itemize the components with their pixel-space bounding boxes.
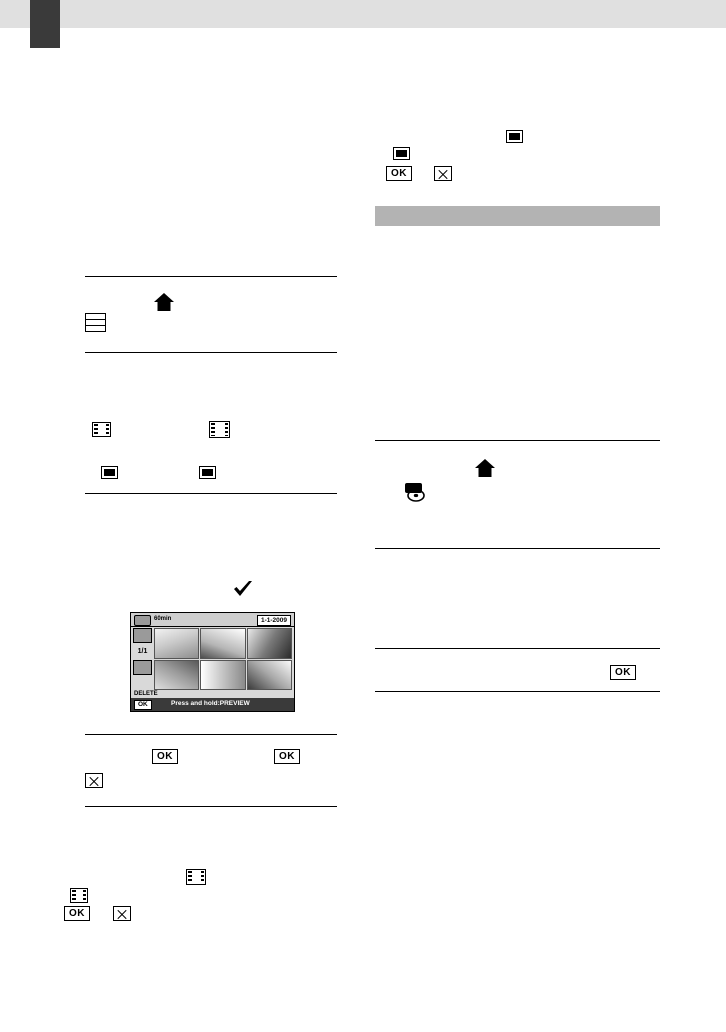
left-section-1 [85, 276, 337, 277]
right-section-3-end [375, 691, 660, 692]
lcd-status-bar [131, 613, 294, 627]
divider-rule [375, 691, 660, 692]
lcd-thumbnail[interactable] [154, 628, 199, 659]
check-mark-left [233, 580, 251, 603]
left-section-2-end [85, 493, 337, 494]
film-strip-icon [92, 422, 111, 437]
photo-rect-icon [101, 466, 118, 479]
disc-media-icon [404, 482, 428, 500]
close-button-left-b[interactable] [113, 905, 131, 923]
photo-icon-left-a [101, 466, 118, 484]
left-section-3-start [85, 734, 337, 735]
lcd-thumbnail[interactable] [247, 660, 292, 691]
photo-rect-icon [199, 466, 216, 479]
divider-rule [85, 352, 337, 353]
lcd-thumbnail[interactable] [200, 628, 245, 659]
movie-icon-left-a [92, 422, 111, 442]
film-strip-icon [186, 869, 206, 885]
ok-button-right-b[interactable] [610, 664, 636, 682]
ok-button[interactable]: OK [274, 749, 300, 764]
home-icon [474, 458, 492, 474]
check-mark-icon [233, 580, 251, 598]
ok-button[interactable]: OK [610, 665, 636, 680]
disc-icon-right [404, 482, 428, 507]
lcd-thumbnail[interactable] [200, 660, 245, 691]
movie-icon-left-c [186, 869, 206, 890]
lcd-ok-button[interactable]: OK [134, 700, 152, 710]
close-x-button[interactable] [434, 166, 452, 181]
divider-rule [85, 493, 337, 494]
divider-rule [375, 548, 660, 549]
lcd-thumbnail[interactable] [247, 628, 292, 659]
home-icon-left [153, 291, 171, 309]
page-header-tab-marker [30, 0, 60, 48]
ok-button[interactable]: OK [64, 906, 90, 921]
divider-rule [85, 806, 337, 807]
photo-icon-left-b [199, 466, 216, 484]
lcd-side-controls [133, 628, 152, 678]
ok-button[interactable]: OK [386, 166, 412, 181]
divider-rule [375, 648, 660, 649]
lcd-back-button[interactable] [134, 615, 151, 626]
ok-button-left-c[interactable] [64, 905, 90, 923]
section-header-bar [375, 206, 660, 226]
photo-rect-icon [506, 130, 523, 143]
close-button-right-a[interactable] [434, 165, 452, 183]
home-icon-right [474, 457, 492, 475]
lcd-bottom-bar [131, 698, 294, 711]
lcd-side-button-bottom[interactable] [133, 660, 152, 675]
photo-icon-right-b [393, 147, 410, 165]
close-x-button[interactable] [85, 773, 103, 788]
left-section-1-end [85, 352, 337, 353]
divider-rule [85, 734, 337, 735]
divider-rule [85, 276, 337, 277]
photo-icon-right-a [506, 130, 523, 148]
lcd-hint-text: Press and hold:PREVIEW [171, 700, 250, 707]
lcd-battery-label: 60min [154, 616, 172, 622]
page-header-band [0, 0, 726, 28]
film-strip-icon [209, 421, 230, 438]
lcd-side-button-top[interactable] [133, 628, 152, 643]
film-strip-icon [70, 888, 88, 903]
photo-rect-icon [393, 147, 410, 160]
movie-icon-left-b [209, 421, 230, 443]
ok-button[interactable]: OK [152, 749, 178, 764]
manage-media-icon-left [85, 313, 106, 337]
close-button-left-a[interactable] [85, 772, 103, 790]
lcd-date-label: 1-1-2009 [257, 615, 291, 626]
lcd-thumbnail-grid [154, 628, 292, 690]
right-section-2-start [375, 440, 660, 441]
right-section-3-start [375, 648, 660, 649]
ok-button-right-a[interactable] [386, 165, 412, 183]
manage-media-grid-icon [85, 313, 106, 332]
left-section-3-end [85, 806, 337, 807]
camcorder-lcd-screenshot [130, 612, 295, 712]
ok-button-left-a[interactable] [152, 748, 178, 766]
right-section-2-end [375, 548, 660, 549]
section-header-bar-fill [375, 206, 660, 226]
ok-button-left-b[interactable] [274, 748, 300, 766]
lcd-page-indicator: 1/1 [137, 648, 148, 655]
lcd-delete-label: DELETE [134, 691, 158, 697]
lcd-thumbnail[interactable] [154, 660, 199, 691]
close-x-button[interactable] [113, 906, 131, 921]
divider-rule [375, 440, 660, 441]
home-icon [153, 292, 171, 308]
